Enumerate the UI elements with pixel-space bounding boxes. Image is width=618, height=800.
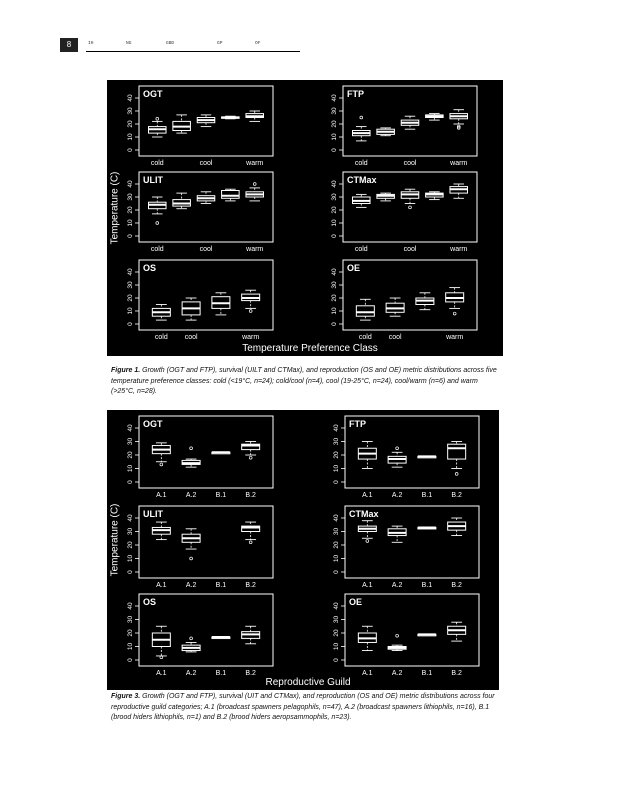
figure-2-plot: [107, 410, 499, 690]
category-label: A.1: [156, 670, 167, 677]
y-tick-label: 20: [127, 294, 134, 302]
category-label: B.1: [215, 492, 227, 499]
y-tick-label: 40: [331, 268, 338, 276]
category-label: B.2: [245, 492, 256, 499]
category-label: warm: [246, 160, 264, 167]
category-label: cold: [150, 246, 164, 253]
category-label: A.1: [156, 492, 167, 499]
outlier-point: [249, 456, 252, 459]
panel-title: CTMax: [349, 509, 379, 519]
category-label: B.2: [245, 670, 256, 677]
y-tick-label: 10: [127, 464, 134, 473]
y-tick-label: 0: [127, 234, 134, 238]
category-label: A.1: [362, 582, 373, 589]
outlier-point: [156, 117, 159, 120]
category-label: warm: [446, 334, 464, 341]
y-tick-label: 40: [331, 94, 338, 102]
panel-title: FTP: [349, 419, 366, 429]
category-label: cold: [358, 334, 372, 341]
category-label: B.2: [451, 492, 462, 499]
category-label: A.2: [391, 670, 403, 677]
header-item: OF: [255, 41, 261, 46]
x-axis-label: Temperature Preference Class: [242, 343, 378, 354]
outlier-point: [160, 463, 163, 466]
y-tick-label: 30: [127, 527, 134, 536]
category-label: cold: [354, 246, 368, 253]
y-tick-label: 40: [127, 94, 134, 102]
y-tick-label: 20: [127, 541, 134, 549]
y-tick-label: 10: [127, 133, 134, 141]
panel-title: OGT: [143, 419, 163, 429]
figure-1: [107, 80, 503, 356]
panel-title: ULIT: [143, 509, 163, 519]
category-label: B.1: [421, 492, 433, 499]
y-tick-label: 30: [331, 193, 338, 201]
y-tick-label: 0: [127, 570, 134, 574]
y-tick-label: 40: [331, 180, 338, 188]
figure-2: [107, 410, 499, 690]
y-tick-label: 10: [333, 554, 340, 563]
category-label: cold: [150, 160, 164, 167]
figure-2-caption-text: Growth (OGT and FTP), survival (UIT and CTMax), and reproduction (OS and OE) metric distributions across four reproductive guild categories; A.1 (broadcast spawners pelagophils, n=47), A.2 (broadcast spawners lithiophils, n=16), B.1 (brood hiders lithiophils, n=1) and B.2 (brood hiders aeropsammophils, n=23).: [111, 693, 495, 721]
category-label: cool: [199, 246, 213, 253]
category-label: A.2: [185, 492, 197, 499]
y-tick-label: 30: [127, 281, 134, 289]
y-tick-label: 30: [333, 437, 340, 446]
y-tick-label: 10: [127, 554, 134, 563]
category-label: B.1: [215, 670, 227, 677]
header-item: IH: [88, 41, 94, 46]
outlier-point: [190, 557, 193, 560]
y-tick-label: 0: [331, 148, 338, 152]
category-label: B.2: [451, 582, 462, 589]
panel-frame: [139, 594, 273, 666]
y-tick-label: 20: [331, 120, 338, 128]
category-label: A.2: [185, 670, 197, 677]
y-tick-label: 10: [331, 307, 338, 315]
figure-1-label: Figure 1.: [111, 367, 141, 374]
outlier-point: [409, 206, 412, 209]
y-tick-label: 0: [333, 658, 340, 662]
y-tick-label: 0: [127, 480, 134, 484]
panel-title: FTP: [347, 89, 364, 99]
panel-title: ULIT: [143, 175, 163, 185]
category-label: cool: [403, 160, 417, 167]
y-tick-label: 40: [127, 602, 134, 610]
figure-1-plot: [107, 80, 503, 356]
y-tick-label: 30: [127, 437, 134, 446]
y-tick-label: 10: [333, 464, 340, 473]
panel-title: OGT: [143, 89, 163, 99]
category-label: cool: [199, 160, 213, 167]
panel-title: OE: [347, 263, 361, 273]
category-label: warm: [450, 160, 468, 167]
y-tick-label: 0: [127, 322, 134, 326]
outlier-point: [249, 310, 252, 313]
y-tick-label: 40: [127, 180, 134, 188]
header-item: GP: [217, 41, 223, 46]
category-label: A.1: [156, 582, 167, 589]
page-number: 8: [60, 38, 78, 52]
category-label: B.2: [451, 670, 462, 677]
panel-title: OS: [143, 263, 157, 273]
y-tick-label: 0: [331, 322, 338, 326]
y-tick-label: 20: [333, 629, 340, 637]
category-label: B.2: [245, 582, 256, 589]
y-tick-label: 20: [127, 629, 134, 637]
y-tick-label: 0: [127, 658, 134, 662]
y-tick-label: 40: [333, 424, 340, 432]
category-label: B.1: [421, 582, 433, 589]
y-tick-label: 20: [127, 451, 134, 459]
y-tick-label: 10: [127, 642, 134, 651]
category-label: warm: [242, 334, 260, 341]
category-label: A.2: [185, 582, 197, 589]
category-label: cool: [184, 334, 198, 341]
category-label: A.1: [362, 492, 373, 499]
category-label: A.2: [391, 582, 403, 589]
y-tick-label: 10: [331, 219, 338, 227]
header-item: NG: [126, 41, 132, 46]
y-tick-label: 0: [127, 148, 134, 152]
figure-1-caption: [111, 366, 501, 398]
y-tick-label: 40: [127, 514, 134, 522]
outlier-point: [360, 116, 363, 119]
y-tick-label: 30: [127, 615, 134, 624]
category-label: warm: [450, 246, 468, 253]
category-label: cold: [354, 160, 368, 167]
y-tick-label: 30: [333, 615, 340, 624]
box: [222, 191, 240, 199]
y-tick-label: 40: [333, 602, 340, 610]
category-label: A.2: [391, 492, 403, 499]
outlier-point: [156, 222, 159, 225]
header-item: GBD: [166, 41, 175, 46]
header-rule: [86, 51, 300, 52]
y-tick-label: 10: [127, 219, 134, 227]
panel-title: OS: [143, 597, 157, 607]
category-label: B.1: [421, 670, 433, 677]
y-tick-label: 30: [331, 281, 338, 289]
category-label: warm: [246, 246, 264, 253]
category-label: cool: [388, 334, 402, 341]
y-axis-label: Temperature (C): [109, 503, 121, 577]
y-tick-label: 20: [333, 451, 340, 459]
y-tick-label: 10: [333, 642, 340, 651]
outlier-point: [453, 312, 456, 315]
y-tick-label: 20: [333, 541, 340, 549]
y-tick-label: 20: [331, 206, 338, 214]
outlier-point: [190, 447, 193, 450]
outlier-point: [396, 634, 399, 637]
y-tick-label: 0: [331, 234, 338, 238]
category-label: B.1: [215, 582, 227, 589]
box: [356, 306, 374, 316]
outlier-point: [396, 447, 399, 450]
y-tick-label: 0: [333, 570, 340, 574]
outlier-point: [190, 637, 193, 640]
outlier-point: [455, 473, 458, 476]
y-tick-label: 40: [127, 424, 134, 432]
y-tick-label: 20: [127, 120, 134, 128]
y-tick-label: 20: [127, 206, 134, 214]
y-tick-label: 30: [333, 527, 340, 536]
y-tick-label: 30: [331, 107, 338, 115]
panel-title: OE: [349, 597, 363, 607]
y-tick-label: 20: [331, 294, 338, 302]
y-tick-label: 40: [127, 268, 134, 276]
figure-1-caption-text: Growth (OGT and FTP), survival (UILT and CTMax), and reproduction (OS and OE) metric distributions across five temperature preference classes: cold (<19°C, n=24); cold/cool (n=4), cool (19-25°C, n=24), cool/warm (n=6) and warm (>25°C, n=28).: [111, 367, 497, 395]
outlier-point: [366, 540, 369, 543]
figure-2-label: Figure 3.: [111, 693, 141, 700]
panel-title: CTMax: [347, 175, 377, 185]
figure-2-caption: [111, 692, 501, 724]
box: [448, 444, 466, 459]
outlier-point: [253, 183, 256, 186]
x-axis-label: Reproductive Guild: [265, 677, 351, 688]
y-axis-label: Temperature (C): [109, 171, 121, 245]
category-label: cold: [154, 334, 168, 341]
category-label: A.1: [362, 670, 373, 677]
outlier-point: [249, 541, 252, 544]
y-tick-label: 10: [331, 133, 338, 141]
category-label: cool: [403, 246, 417, 253]
y-tick-label: 10: [127, 307, 134, 315]
y-tick-label: 30: [127, 193, 134, 201]
y-tick-label: 0: [333, 480, 340, 484]
y-tick-label: 30: [127, 107, 134, 115]
y-tick-label: 40: [333, 514, 340, 522]
